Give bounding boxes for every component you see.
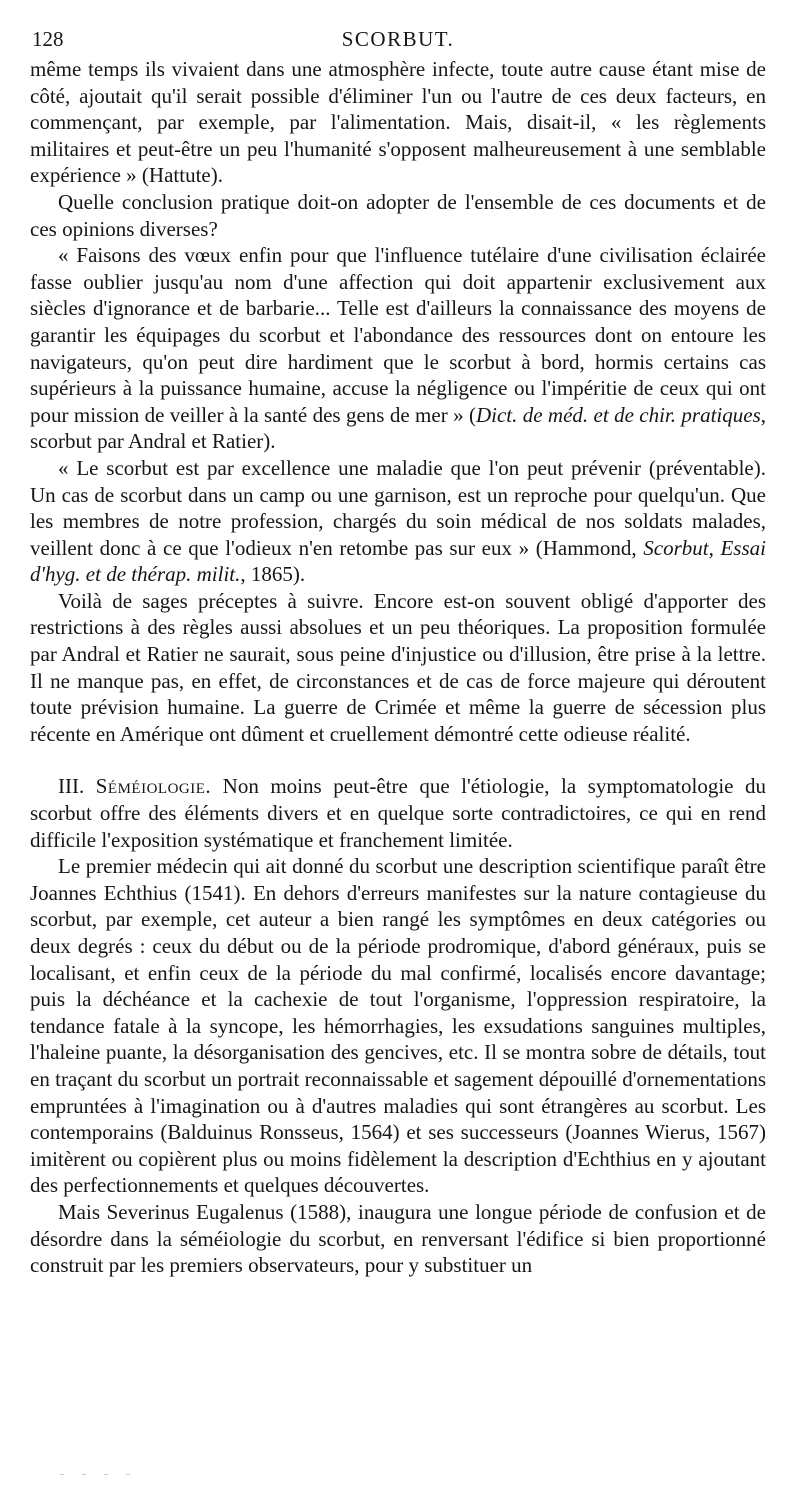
section-heading: Séméiologie.: [95, 774, 212, 799]
paragraph-eugalenus: Mais Severinus Eugalenus (1588), inaugura une longue période de confusion et de désordre dans la séméiologie du scorbut, en renversant l'édifice si bien proportionné construit par les premiers observateurs, pour y substituer un: [30, 1199, 766, 1278]
citation-title: Scorbut, Essai d'hyg. et de thérap. milit.: [30, 535, 766, 587]
book-page: [30, 26, 766, 1279]
paragraph-continued: même temps ils vivaient dans une atmosphère infecte, toute autre cause étant mise de côté, ajoutait qu'il serait possible d'éliminer l'un ou l'autre de ces deux facteurs, en commençant, par exemple, par l'alimentation. Mais, disait-il, « les règlements militaires et peut-être un peu l'humanité s'opposent malheureusement à une semblable expérience » (Hattute).: [30, 57, 766, 188]
paragraph-quote-andral-ratier: [30, 242, 766, 455]
running-header: [30, 26, 766, 52]
paragraph-echthius: Le premier médecin qui ait donné du scorbut une description scientifique paraît être Joannes Echthius (1541). En dehors d'erreurs manifestes sur la nature contagieuse du scorbut, par exemple, cet auteur a bien rangé les symptômes en deux catégories ou deux degrés : ceux du début ou de la période prodromique, d'abord généraux, puis se localisant, et enfin ceux de la période du mal confirmé, localisés encore davantage; puis la déchéance et la cachexie de tout l'organisme, l'oppression respiratoire, la tendance fatale à la syncope, les hémorrhagies, les exsudations sanguines multiples, l'haleine puante, la désorganisation des gencives, etc. Il se montra sobre de détails, tout en traçant du scorbut un portrait reconnaissable et sagement dépouillé d'ornementations empruntées à l'imagination ou à d'autres maladies qui sont étrangères au scorbut. Les contemporains (Balduinus Ronsseus, 1564) et ses successeurs (Joannes Wierus, 1567) imitèrent ou copièrent plus ou moins fidèlement la description d'Echthius en y ajoutant des perfectionnements et quelques découvertes.: [30, 854, 766, 1198]
section-intro: Non moins peut-être que l'étiologie, la symptomatologie du scorbut offre des éléments divers et en quelque sorte contradictoires, ce qui en rend difficile l'exposition systématique et franchement limitée.: [30, 774, 767, 852]
citation-title: Dict. de méd. et de chir. pratiques: [475, 402, 761, 427]
section-start: [30, 773, 766, 853]
paragraph-quote-hammond: [30, 455, 766, 588]
quote-text: « Faisons des vœux enfin pour que l'influence tutélaire d'une civilisation éclairée fasse oublier jusqu'au nom d'une affection qui doit appartenir exclusivement aux siècles d'ignorance et de barbarie... Telle est d'ailleurs la connaissance des moyens de garantir les équipages du scorbut et l'abondance des ressources dont on entoure les navigateurs, qu'on peut dire hardiment que le scorbut à bord, hormis certains cas supérieurs à la puissance humaine, accuse la négligence ou l'impéritie de ceux qui ont pour mission de veiller à la santé des gens de mer » (: [30, 243, 766, 427]
citation-tail: , scorbut par Andral et Ratier).: [30, 402, 766, 454]
section-number: III.: [58, 774, 85, 799]
quote-text: « Le scorbut est par excellence une maladie que l'on peut prévenir (préventable). Un cas de scorbut dans un camp ou une garnison, est un reproche pour quelqu'un. Que les membres de notre profession, chargés du soin médical de nos soldats malades, veillent donc à ce que l'odieux n'en retombe pas sur eux » (Hammond,: [30, 455, 766, 560]
running-title: SCORBUT.: [341, 27, 455, 51]
paragraph-precepts: Voilà de sages préceptes à suivre. Encore est-on souvent obligé d'apporter des restrictions à des règles aussi absolues et un peu théoriques. La proposition formulée par Andral et Ratier ne saurait, sous peine d'injustice ou d'illusion, être prise à la lettre. Il ne manque pas, en effet, de circonstances et de cas de force majeure qui déroutent toute prévision humaine. La guerre de Crimée et même la guerre de sécession plus récente en Amérique ont dûment et cruellement démontré cette odieuse réalité.: [30, 588, 766, 746]
citation-tail: , 1865).: [240, 562, 306, 587]
page-number: 128: [32, 27, 64, 51]
scan-specks: [60, 1462, 148, 1480]
paragraph-question: Quelle conclusion pratique doit-on adopter de l'ensemble de ces documents et de ces opinions diverses?: [30, 189, 766, 241]
